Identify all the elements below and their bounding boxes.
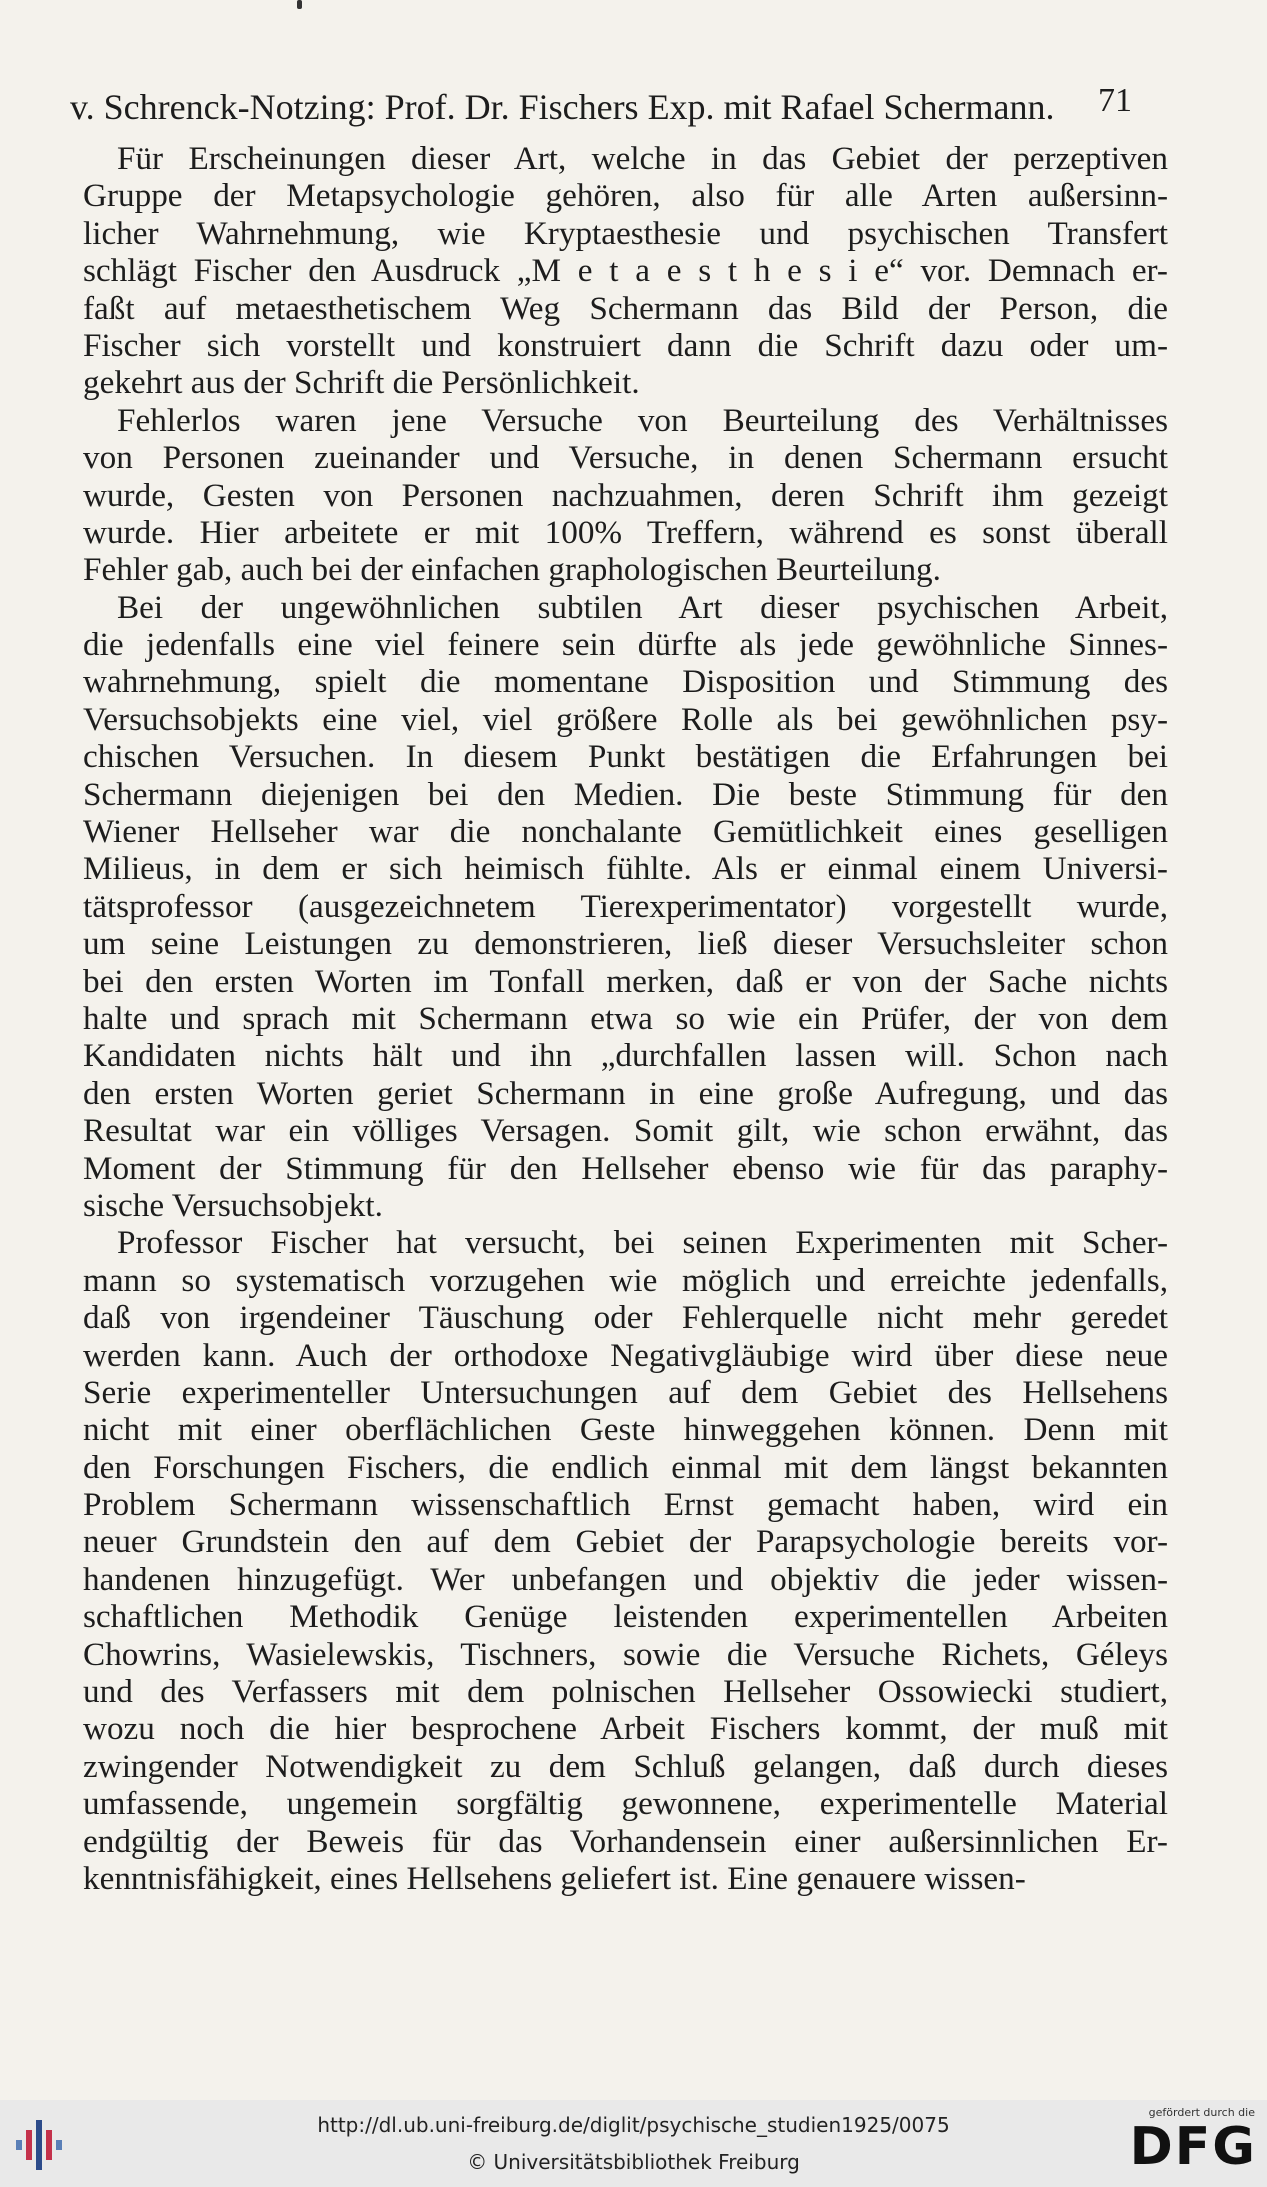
dfg-tagline: gefördert durch die [1148, 2106, 1255, 2119]
text-line: sische Versuchsobjekt. [83, 1186, 383, 1224]
text-line: mann so systematisch vorzugehen wie möglich und erreichte jedenfalls, [83, 1261, 1168, 1299]
page-header [70, 82, 1132, 132]
text-line: Wiener Hellseher war die nonchalante Gemütlichkeit eines geselligen [83, 813, 1168, 851]
text-line: zwingender Notwendigkeit zu dem Schluß gelangen, daß durch dieses [83, 1747, 1168, 1785]
text-line: faßt auf metaesthetischem Weg Schermann das Bild der Person, die [83, 289, 1168, 327]
text-line: kenntnisfähigkeit, eines Hellsehens geliefert ist. Eine genauere wissen- [83, 1859, 1026, 1897]
text-line: tätsprofessor (ausgezeichnetem Tierexperimentator) vorgestellt wurde, [83, 887, 1168, 925]
text-line: von Personen zueinander und Versuche, in denen Schermann ersucht [83, 439, 1168, 477]
text-line: Chowrins, Wasielewskis, Tischners, sowie die Versuche Richets, Géleys [83, 1635, 1168, 1673]
text-line: Versuchsobjekts eine viel, viel größere Rolle als bei gewöhnlichen psy- [83, 700, 1168, 738]
text-line: gekehrt aus der Schrift die Persönlichkeit. [83, 364, 640, 402]
text-line: Milieus, in dem er sich heimisch fühlte. Als er einmal einem Universi- [83, 850, 1168, 888]
text-line: wurde. Hier arbeitete er mit 100% Treffern, während es sonst überall [83, 513, 1168, 551]
text-line: neuer Grundstein den auf dem Gebiet der Parapsychologie bereits vor- [83, 1523, 1168, 1561]
text-line: endgültig der Beweis für das Vorhandensein einer außersinnlichen Er- [83, 1822, 1168, 1860]
ink-speck [297, 0, 302, 9]
text-line: nicht mit einer oberflächlichen Geste hinweggehen können. Denn mit [83, 1411, 1168, 1449]
footer-bar [0, 2100, 1267, 2187]
text-line: den Forschungen Fischers, die endlich einmal mit dem längst bekannten [83, 1448, 1168, 1486]
text-line: Gruppe der Metapsychologie gehören, also für alle Arten außersinn- [83, 177, 1168, 215]
dfg-logo-text: DFG [1129, 2117, 1257, 2177]
text-line: Kandidaten nichts hält und ihn „durchfallen lassen will. Schon nach [83, 1037, 1168, 1075]
text-line: licher Wahrnehmung, wie Kryptaesthesie und psychischen Transfert [83, 214, 1168, 252]
text-line: werden kann. Auch der orthodoxe Negativgläubige wird über diese neue [83, 1336, 1168, 1374]
text-line: Problem Schermann wissenschaftlich Ernst gemacht haben, wird ein [83, 1486, 1168, 1524]
text-line: wahrnehmung, spielt die momentane Disposition und Stimmung des [83, 663, 1168, 701]
text-line: Fehlerlos waren jene Versuche von Beurteilung des Verhältnisses [117, 401, 1168, 439]
text-line: schlägt Fischer den Ausdruck „M e t a e s t h e s i e“ vor. Demnach er- [83, 252, 1168, 290]
text-line: Fehler gab, auch bei der einfachen graphologischen Beurteilung. [83, 551, 941, 589]
text-line: Serie experimenteller Untersuchungen auf dem Gebiet des Hellsehens [83, 1373, 1168, 1411]
text-line: und des Verfassers mit dem polnischen Hellseher Ossowiecki studiert, [83, 1673, 1168, 1711]
text-line: wozu noch die hier besprochene Arbeit Fischers kommt, der muß mit [83, 1710, 1168, 1748]
text-line: um seine Leistungen zu demonstrieren, ließ dieser Versuchsleiter schon [83, 925, 1168, 963]
text-line: Fischer sich vorstellt und konstruiert dann die Schrift dazu oder um- [83, 326, 1168, 364]
text-line: Resultat war ein völliges Versagen. Somit gilt, wie schon erwähnt, das [83, 1112, 1168, 1150]
source-url[interactable]: http://dl.ub.uni-freiburg.de/diglit/psychische_studien1925/0075 [317, 2113, 950, 2137]
page-number: 71 [1098, 82, 1132, 119]
text-line: Bei der ungewöhnlichen subtilen Art dieser psychischen Arbeit, [117, 588, 1168, 626]
text-line: chischen Versuchen. In diesem Punkt bestätigen die Erfahrungen bei [83, 738, 1168, 776]
text-line: bei den ersten Worten im Tonfall merken, daß er von der Sache nichts [83, 962, 1168, 1000]
text-line: den ersten Worten geriet Schermann in eine große Aufregung, und das [83, 1074, 1168, 1112]
text-line: daß von irgendeiner Täuschung oder Fehlerquelle nicht mehr geredet [83, 1299, 1168, 1337]
body-text [83, 140, 1168, 1897]
text-line: Professor Fischer hat versucht, bei seinen Experimenten mit Scher- [117, 1224, 1168, 1262]
text-line: Für Erscheinungen dieser Art, welche in das Gebiet der perzeptiven [117, 140, 1168, 177]
text-line: umfassende, ungemein sorgfältig gewonnene, experimentelle Material [83, 1785, 1168, 1823]
dfg-logo [1117, 2106, 1257, 2184]
text-line: Schermann diejenigen bei den Medien. Die beste Stimmung für den [83, 775, 1168, 813]
text-line: schaftlichen Methodik Genüge leistenden experimentellen Arbeiten [83, 1598, 1168, 1636]
copyright-text: © Universitätsbibliothek Freiburg [467, 2150, 800, 2174]
text-line: die jedenfalls eine viel feinere sein dürfte als jede gewöhnliche Sinnes- [83, 626, 1168, 664]
text-line: halte und sprach mit Schermann etwa so wie ein Prüfer, der von dem [83, 999, 1168, 1037]
running-title: v. Schrenck-Notzing: Prof. Dr. Fischers Exp. mit Rafael Schermann. [70, 87, 1055, 127]
text-line: wurde, Gesten von Personen nachzuahmen, deren Schrift ihm gezeigt [83, 476, 1168, 514]
text-line: handenen hinzugefügt. Wer unbefangen und objektiv die jeder wissen- [83, 1560, 1168, 1598]
text-line: Moment der Stimmung für den Hellseher ebenso wie für das paraphy- [83, 1149, 1168, 1187]
